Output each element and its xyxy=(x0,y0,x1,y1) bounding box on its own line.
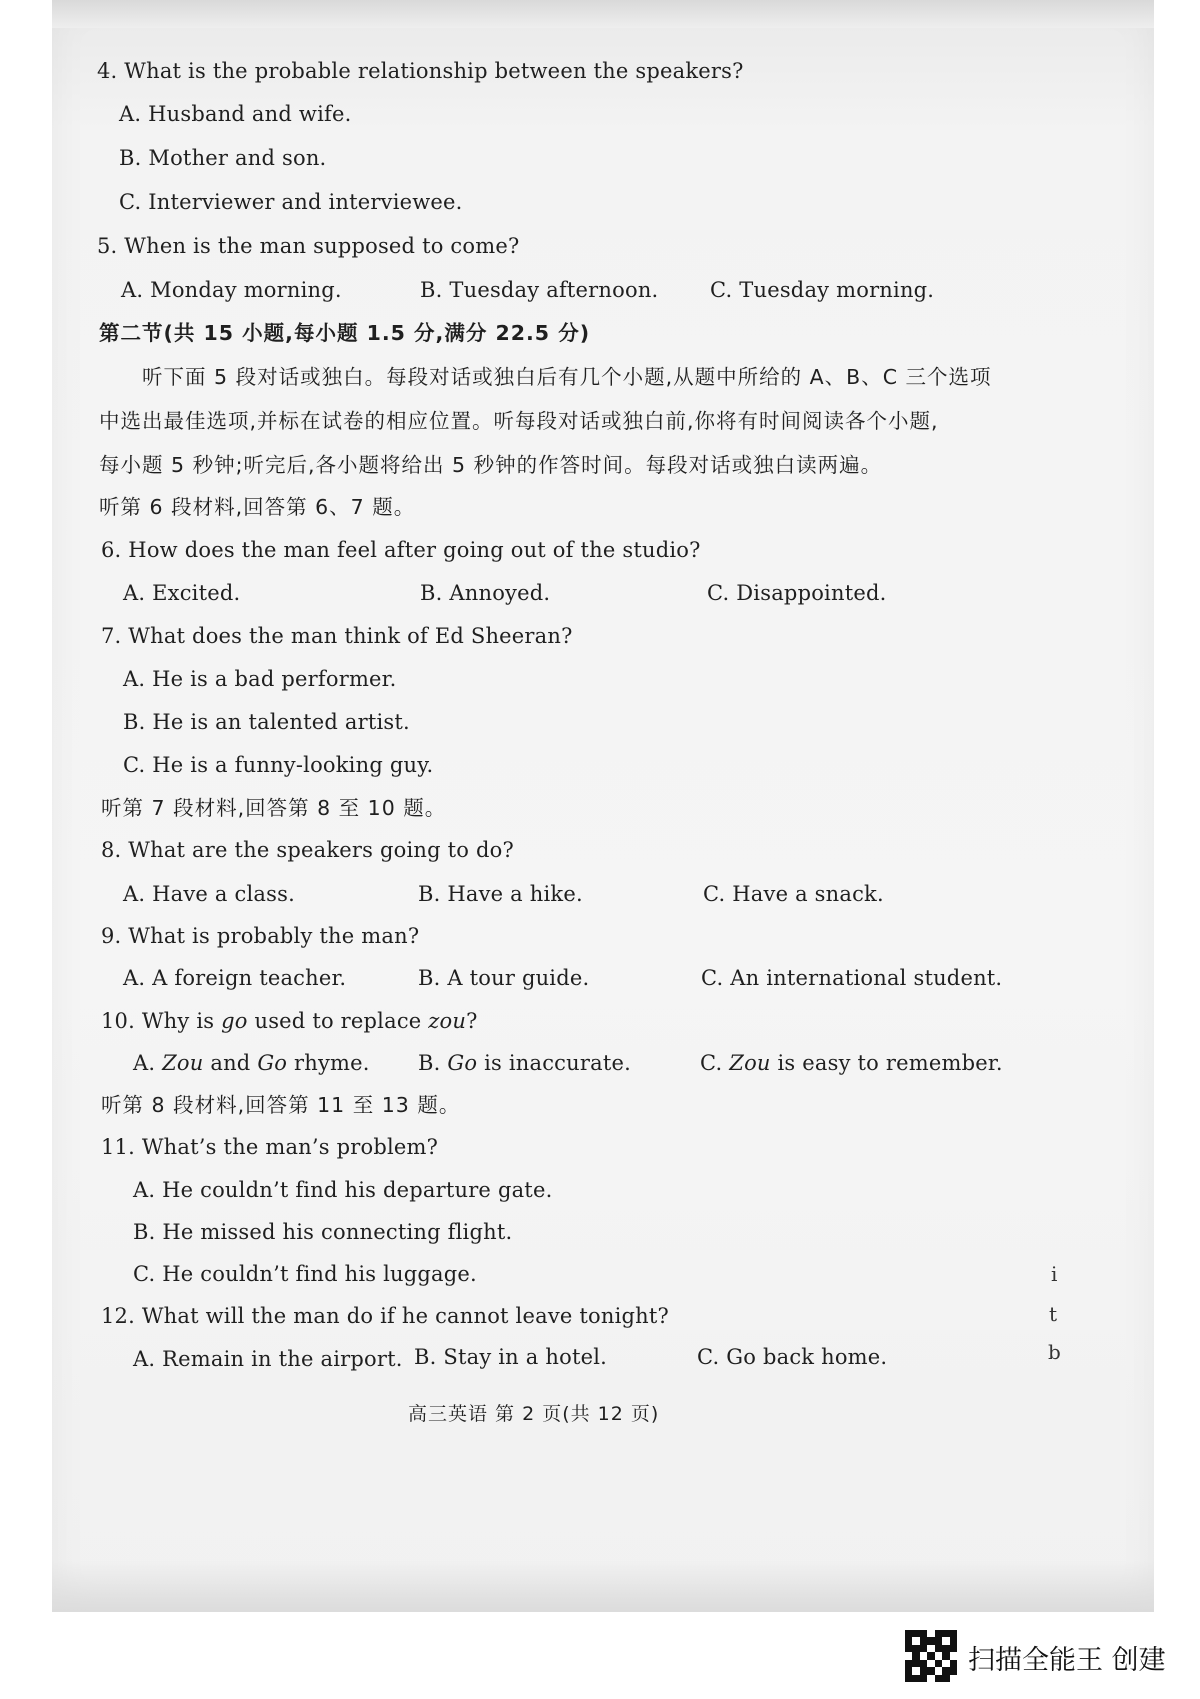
q10c-label: C. xyxy=(700,1051,730,1075)
option-5a: A. Monday morning. xyxy=(121,278,342,302)
option-5c: C. Tuesday morning. xyxy=(710,278,935,302)
option-12c: C. Go back home. xyxy=(697,1345,888,1369)
q10-word-go: go xyxy=(221,1009,248,1033)
option-10b xyxy=(418,1050,631,1076)
question-4: 4. What is the probable relationship between the speakers? xyxy=(97,59,744,83)
q10b-text-end: is inaccurate. xyxy=(477,1051,631,1075)
option-8a: A. Have a class. xyxy=(123,882,295,906)
option-8c: C. Have a snack. xyxy=(703,882,884,906)
option-12b: B. Stay in a hotel. xyxy=(414,1345,608,1369)
option-11b: B. He missed his connecting flight. xyxy=(133,1220,513,1244)
cut-off-letter-t: t xyxy=(1049,1302,1058,1326)
scan-shadow-top xyxy=(52,0,1154,28)
question-6: 6. How does the man feel after going out of the studio? xyxy=(101,538,701,562)
question-11: 11. What’s the man’s problem? xyxy=(101,1135,439,1159)
question-9: 9. What is probably the man? xyxy=(101,924,420,948)
instruction-line-1: 听下面 5 段对话或独白。每段对话或独白后有几个小题,从题中所给的 A、B、C 三个选项 xyxy=(142,365,992,389)
option-4c: C. Interviewer and interviewee. xyxy=(119,190,463,214)
q10b-word-go: Go xyxy=(447,1051,478,1075)
q10a-word-go: Go xyxy=(257,1051,288,1075)
option-5b: B. Tuesday afternoon. xyxy=(420,278,659,302)
option-6c: C. Disappointed. xyxy=(707,581,887,605)
option-9b: B. A tour guide. xyxy=(418,966,590,990)
option-7c: C. He is a funny-looking guy. xyxy=(123,753,434,777)
q10c-text-end: is easy to remember. xyxy=(770,1051,1003,1075)
option-10a xyxy=(133,1050,370,1076)
page-footer: 高三英语 第 2 页(共 12 页) xyxy=(408,1403,660,1425)
option-6a: A. Excited. xyxy=(123,581,241,605)
q10c-word-zou: Zou xyxy=(729,1051,771,1075)
option-6b: B. Annoyed. xyxy=(420,581,551,605)
material-6-heading: 听第 6 段材料,回答第 6、7 题。 xyxy=(99,495,416,519)
question-10 xyxy=(101,1008,478,1034)
option-8b: B. Have a hike. xyxy=(418,882,583,906)
option-7b: B. He is an talented artist. xyxy=(123,710,410,734)
option-4a: A. Husband and wife. xyxy=(119,102,352,126)
instruction-line-2: 中选出最佳选项,并标在试卷的相应位置。听每段对话或独白前,你将有时间阅读各个小题, xyxy=(99,409,939,433)
option-9c: C. An international student. xyxy=(701,966,1003,990)
option-7a: A. He is a bad performer. xyxy=(123,667,397,691)
scan-shadow-bottom xyxy=(52,1560,1154,1612)
scanner-watermark: 扫描全能王 创建 xyxy=(968,1645,1166,1676)
q10-text-end: ? xyxy=(466,1009,478,1033)
option-11a: A. He couldn’t find his departure gate. xyxy=(133,1178,553,1202)
q10-text-mid: used to replace xyxy=(247,1009,429,1033)
option-9a: A. A foreign teacher. xyxy=(123,966,347,990)
instruction-line-3: 每小题 5 秒钟;听完后,各小题将给出 5 秒钟的作答时间。每段对话或独白读两遍。 xyxy=(99,453,883,477)
question-12: 12. What will the man do if he cannot leave tonight? xyxy=(101,1304,669,1328)
q10a-text-and: and xyxy=(203,1051,258,1075)
q10b-label: B. xyxy=(418,1051,448,1075)
q10-text-pre: 10. Why is xyxy=(101,1009,222,1033)
question-7: 7. What does the man think of Ed Sheeran? xyxy=(101,624,573,648)
option-4b: B. Mother and son. xyxy=(119,146,327,170)
q10a-label: A. xyxy=(133,1051,163,1075)
option-10c xyxy=(700,1050,1003,1076)
cut-off-letter-i: i xyxy=(1051,1262,1058,1286)
option-11c: C. He couldn’t find his luggage. xyxy=(133,1262,477,1286)
material-8-heading: 听第 8 段材料,回答第 11 至 13 题。 xyxy=(101,1093,461,1117)
q10a-word-zou: Zou xyxy=(162,1051,204,1075)
qr-code-icon xyxy=(905,1630,957,1682)
option-12a: A. Remain in the airport. xyxy=(133,1347,403,1371)
material-7-heading: 听第 7 段材料,回答第 8 至 10 题。 xyxy=(101,796,447,820)
section-2-title: 第二节(共 15 小题,每小题 1.5 分,满分 22.5 分) xyxy=(99,321,591,345)
q10a-text-end: rhyme. xyxy=(287,1051,370,1075)
q10-word-zou: zou xyxy=(428,1009,467,1033)
question-8: 8. What are the speakers going to do? xyxy=(101,838,514,862)
cut-off-letter-b: b xyxy=(1048,1340,1061,1364)
question-5: 5. When is the man supposed to come? xyxy=(97,234,520,258)
